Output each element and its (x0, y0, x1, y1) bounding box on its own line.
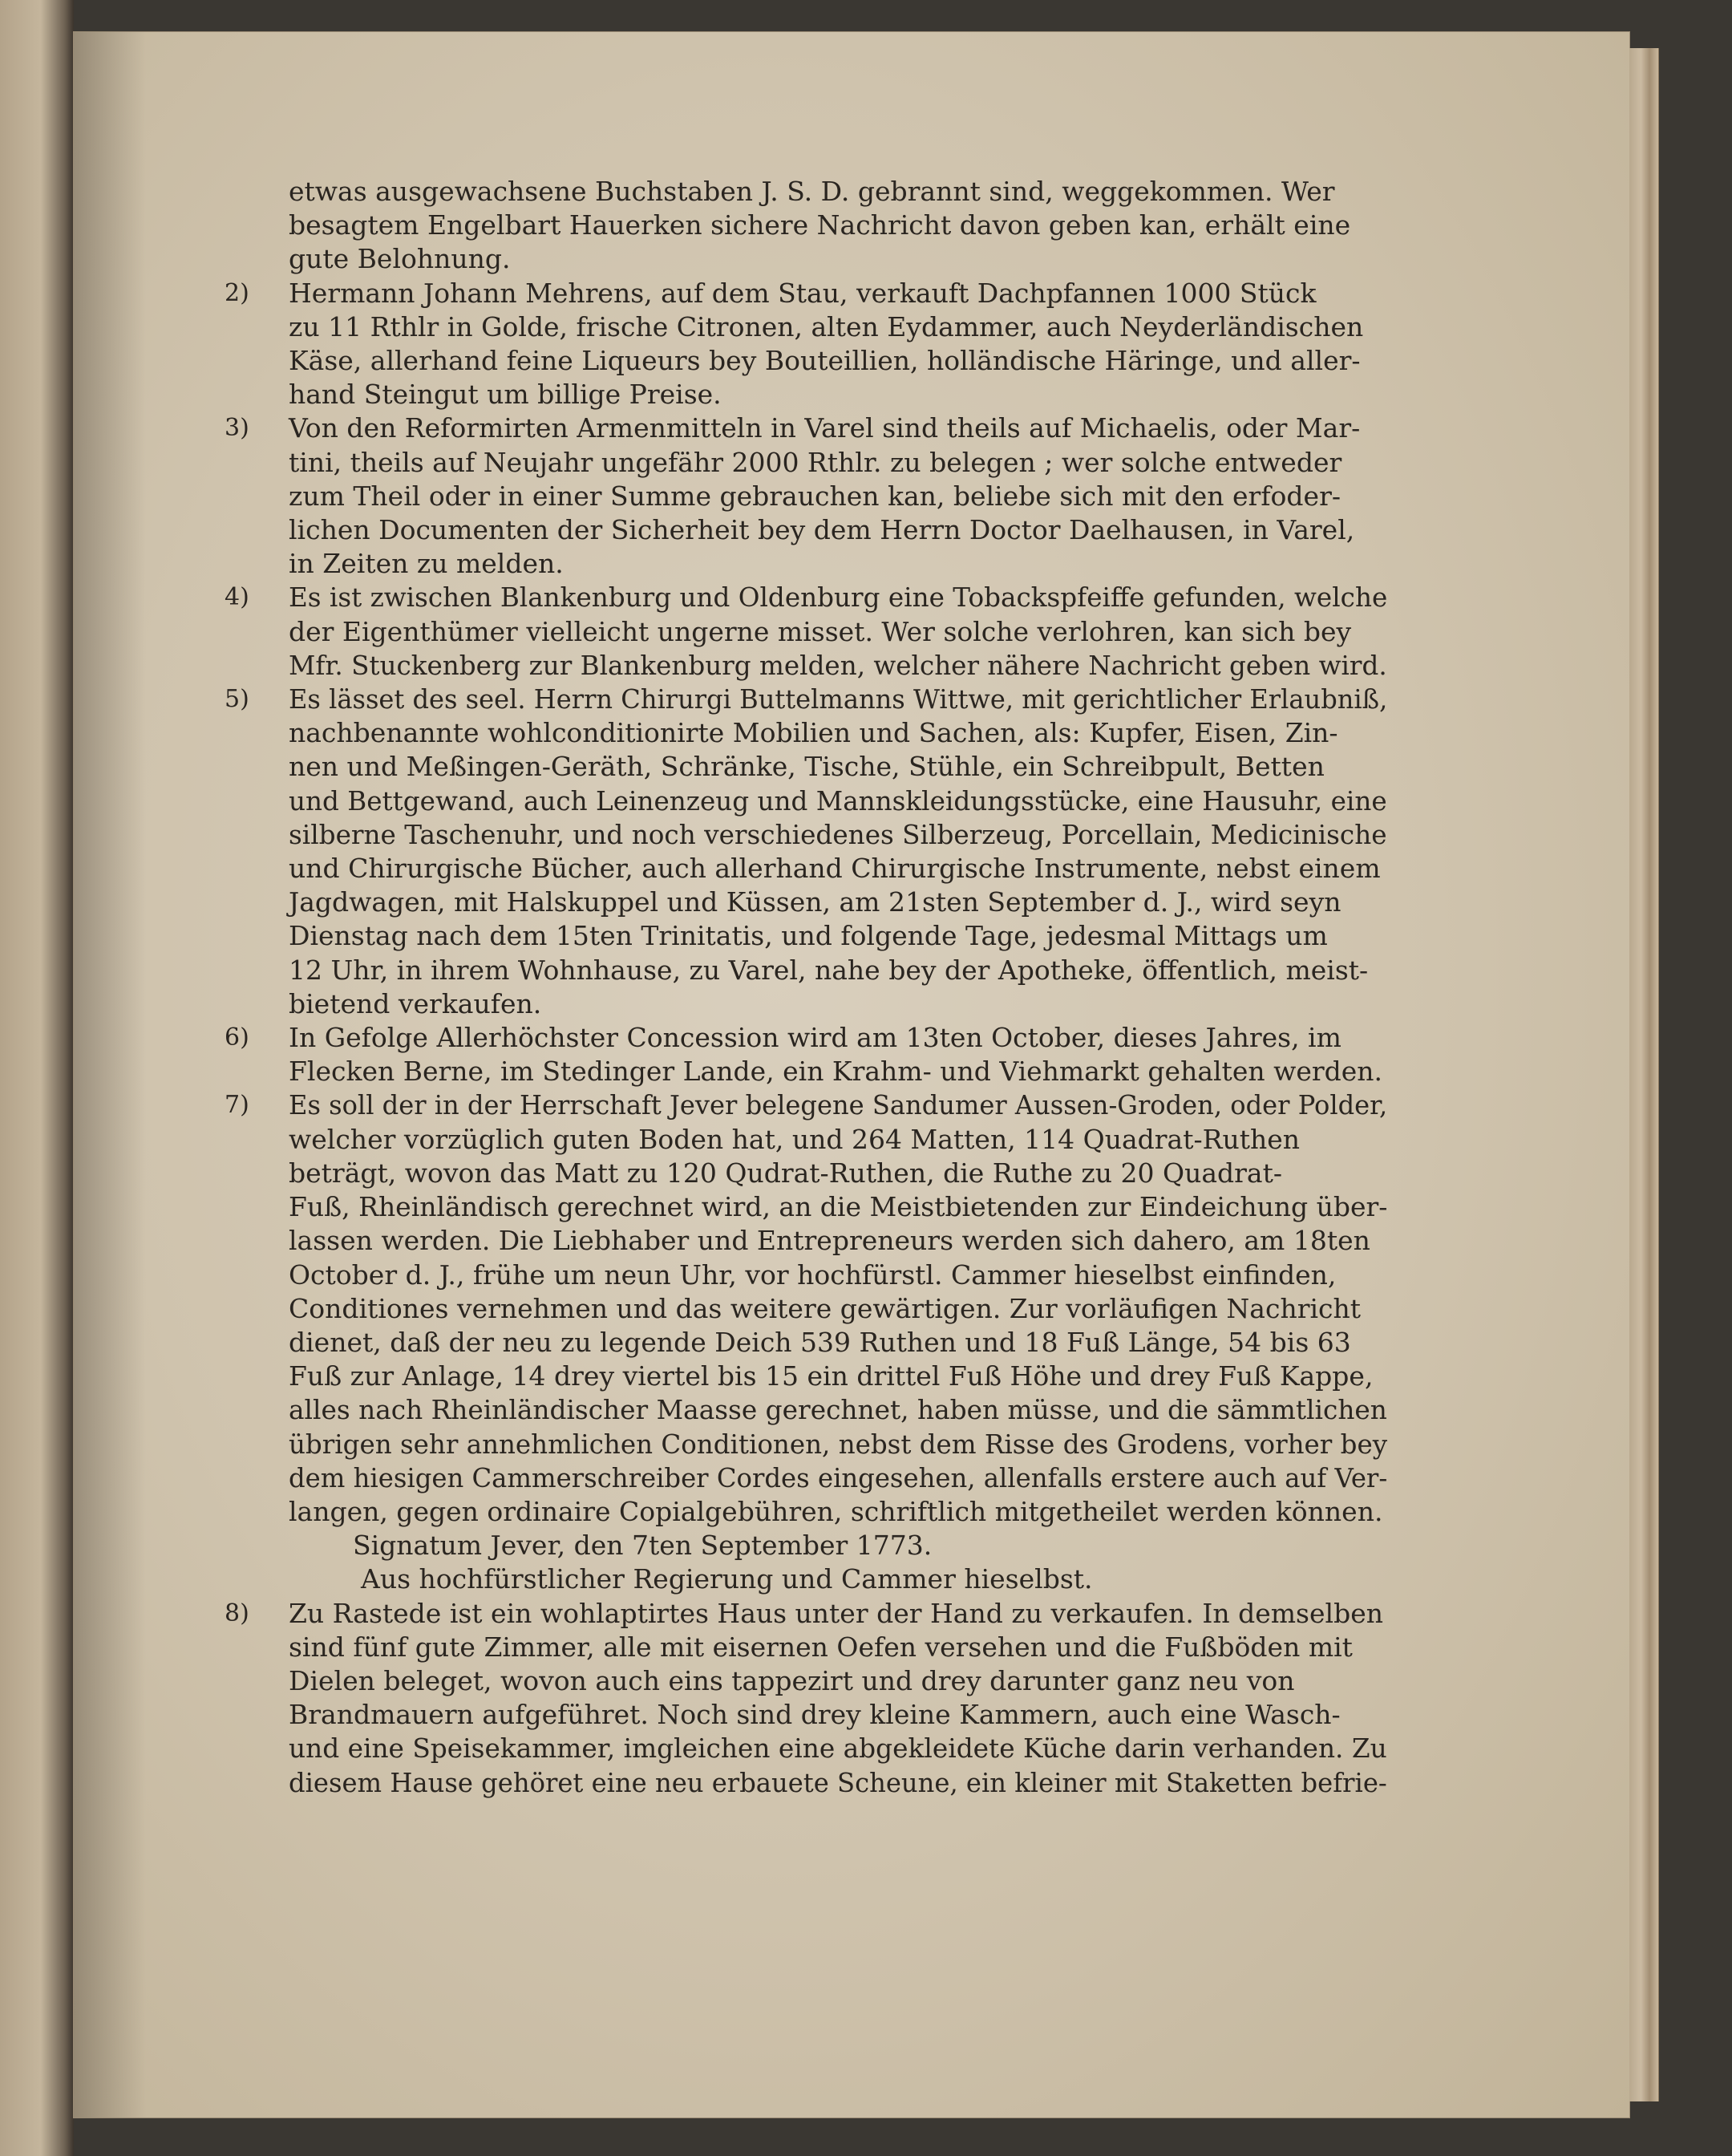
text-line: diesem Hause gehöret eine neu erbauete Scheune, ein kleiner mit Staketten befrie- (289, 1766, 1387, 1798)
text-line: dem hiesigen Cammerschreiber Cordes eingesehen, allenfalls erstere auch auf Ver- (289, 1461, 1388, 1493)
entry-4 (225, 581, 1388, 683)
text-line: Zu Rastede ist ein wohlaptirtes Haus unter der Hand zu verkaufen. In demselben (289, 1597, 1383, 1629)
entry-number: 4) (225, 583, 249, 612)
text-line: und Chirurgische Bücher, auch allerhand Chirurgische Instrumente, nebst einem (289, 853, 1381, 885)
text-line: gute Belohnung. (289, 243, 511, 275)
text-line: October d. J., frühe um neun Uhr, vor hochfürstl. Cammer hieselbst einfinden, (289, 1258, 1337, 1291)
text-line: Conditiones vernehmen und das weitere gewärtigen. Zur vorläufigen Nachricht (289, 1292, 1362, 1324)
entry-3 (225, 411, 1387, 581)
text-line: Von den Reformirten Armenmitteln in Varel sind theils auf Michaelis, oder Mar- (289, 412, 1361, 444)
entry-8 (225, 1597, 1387, 1800)
text-line: Dienstag nach dem 15ten Trinitatis, und folgende Tage, jedesmal Mittags um (289, 920, 1328, 952)
text-line: und Bettgewand, auch Leinenzeug und Mannskleidungsstücke, eine Hausuhr, eine (289, 784, 1387, 817)
entry-5 (225, 683, 1388, 1021)
text-line: Brandmauern aufgeführet. Noch sind drey kleine Kammern, auch eine Wasch- (289, 1699, 1341, 1731)
signature-authority-line: Aus hochfürstlicher Regierung und Cammer hieselbst. (361, 1563, 1093, 1595)
gutter-shadow (74, 32, 146, 2118)
text-line: etwas ausgewachsene Buchstaben J. S. D. gebrannt sind, weggekommen. Wer (289, 176, 1335, 207)
text-line: zum Theil oder in einer Summe gebrauchen kan, beliebe sich mit den erfoder- (289, 480, 1341, 512)
text-line: Fuß zur Anlage, 14 drey viertel bis 15 ein drittel Fuß Höhe und drey Fuß Kappe, (289, 1360, 1374, 1392)
text-line: lassen werden. Die Liebhaber und Entrepreneurs werden sich dahero, am 18ten (289, 1225, 1370, 1257)
text-line: Es soll der in der Herrschaft Jever belegene Sandumer Aussen-Groden, oder Polder, (289, 1089, 1388, 1121)
text-line: tini, theils auf Neujahr ungefähr 2000 Rthlr. zu belegen ; wer solche entweder (289, 446, 1342, 478)
entry-7 (225, 1088, 1388, 1596)
entry-2 (225, 277, 1387, 412)
text-line: der Eigenthümer vielleicht ungerne misset. Wer solche verlohren, kan sich bey (289, 615, 1352, 647)
text-line: lichen Documenten der Sicherheit bey dem Herrn Doctor Daelhausen, in Varel, (289, 514, 1355, 546)
entry-number: 8) (225, 1599, 249, 1627)
text-line: in Zeiten zu melden. (289, 548, 564, 580)
text-line: langen, gegen ordinaire Copialgebühren, schriftlich mitgetheilet werden können. (289, 1495, 1383, 1527)
text-line: hand Steingut um billige Preise. (289, 379, 722, 411)
text-line: besagtem Engelbart Hauerken sichere Nachricht davon geben kan, erhält eine (289, 209, 1351, 241)
left-page-edge (0, 0, 74, 2156)
text-line: dienet, daß der neu zu legende Deich 539 Ruthen und 18 Fuß Länge, 54 bis 63 (289, 1326, 1351, 1358)
text-line: Dielen beleget, wovon auch eins tappezirt und drey darunter ganz neu von (289, 1664, 1295, 1696)
entry-6 (225, 1021, 1387, 1088)
text-line: Hermann Johann Mehrens, auf dem Stau, verkauft Dachpfannen 1000 Stück (289, 277, 1317, 309)
text-line: beträgt, wovon das Matt zu 120 Qudrat-Ruthen, die Ruthe zu 20 Quadrat- (289, 1157, 1282, 1189)
page-text (225, 175, 1388, 1800)
text-line: welcher vorzüglich guten Boden hat, und 264 Matten, 114 Quadrat-Ruthen (289, 1123, 1301, 1155)
text-line: übrigen sehr annehmlichen Conditionen, nebst dem Risse des Grodens, vorher bey (289, 1428, 1388, 1460)
text-line: In Gefolge Allerhöchster Concession wird am 13ten October, dieses Jahres, im (289, 1022, 1341, 1054)
entry-number: 3) (225, 414, 249, 443)
text-line: Es ist zwischen Blankenburg und Oldenburg eine Tobackspfeiffe gefunden, welche (289, 582, 1388, 614)
page-stack-edge (1629, 48, 1659, 2101)
entry-number: 5) (225, 685, 249, 714)
entry-number: 7) (225, 1091, 249, 1120)
entry-number: 6) (225, 1023, 249, 1052)
text-line: silberne Taschenuhr, und noch verschiedenes Silberzeug, Porcellain, Medicinische (289, 818, 1387, 850)
entry-continuation (289, 175, 1387, 277)
text-line: 12 Uhr, in ihrem Wohnhause, zu Varel, nahe bey der Apotheke, öffentlich, meist- (289, 954, 1369, 986)
entry-number: 2) (225, 278, 249, 307)
text-line: Es lässet des seel. Herrn Chirurgi Buttelmanns Wittwe, mit gerichtlicher Erlaubniß, (289, 683, 1388, 715)
text-line: Käse, allerhand feine Liqueurs bey Bouteillien, holländische Häringe, und aller- (289, 345, 1361, 377)
text-line: sind fünf gute Zimmer, alle mit eisernen Oefen versehen und die Fußböden mit (289, 1631, 1353, 1663)
text-line: nen und Meßingen-Geräth, Schränke, Tische, Stühle, ein Schreibpult, Betten (289, 751, 1325, 783)
text-line: Fuß, Rheinländisch gerechnet wird, an die Meistbietenden zur Eindeichung über- (289, 1191, 1388, 1223)
text-line: bietend verkaufen. (289, 987, 542, 1019)
text-line: nachbenannte wohlconditionirte Mobilien und Sachen, als: Kupfer, Eisen, Zin- (289, 717, 1338, 749)
text-line: Jagdwagen, mit Halskuppel und Küssen, am 21sten September d. J., wird seyn (289, 886, 1341, 918)
signature-date-line: Signatum Jever, den 7ten September 1773. (353, 1530, 933, 1562)
text-line: alles nach Rheinländischer Maasse gerechnet, haben müsse, und die sämmtlichen (289, 1394, 1387, 1426)
text-line: Mfr. Stuckenberg zur Blankenburg melden, welcher nähere Nachricht geben wird. (289, 649, 1387, 681)
text-line: zu 11 Rthlr in Golde, frische Citronen, alten Eydammer, auch Neyderländischen (289, 310, 1364, 342)
text-line: und eine Speisekammer, imgleichen eine abgekleidete Küche darin verhanden. Zu (289, 1732, 1387, 1765)
text-line: Flecken Berne, im Stedinger Lande, ein Krahm- und Viehmarkt gehalten werden. (289, 1056, 1383, 1088)
